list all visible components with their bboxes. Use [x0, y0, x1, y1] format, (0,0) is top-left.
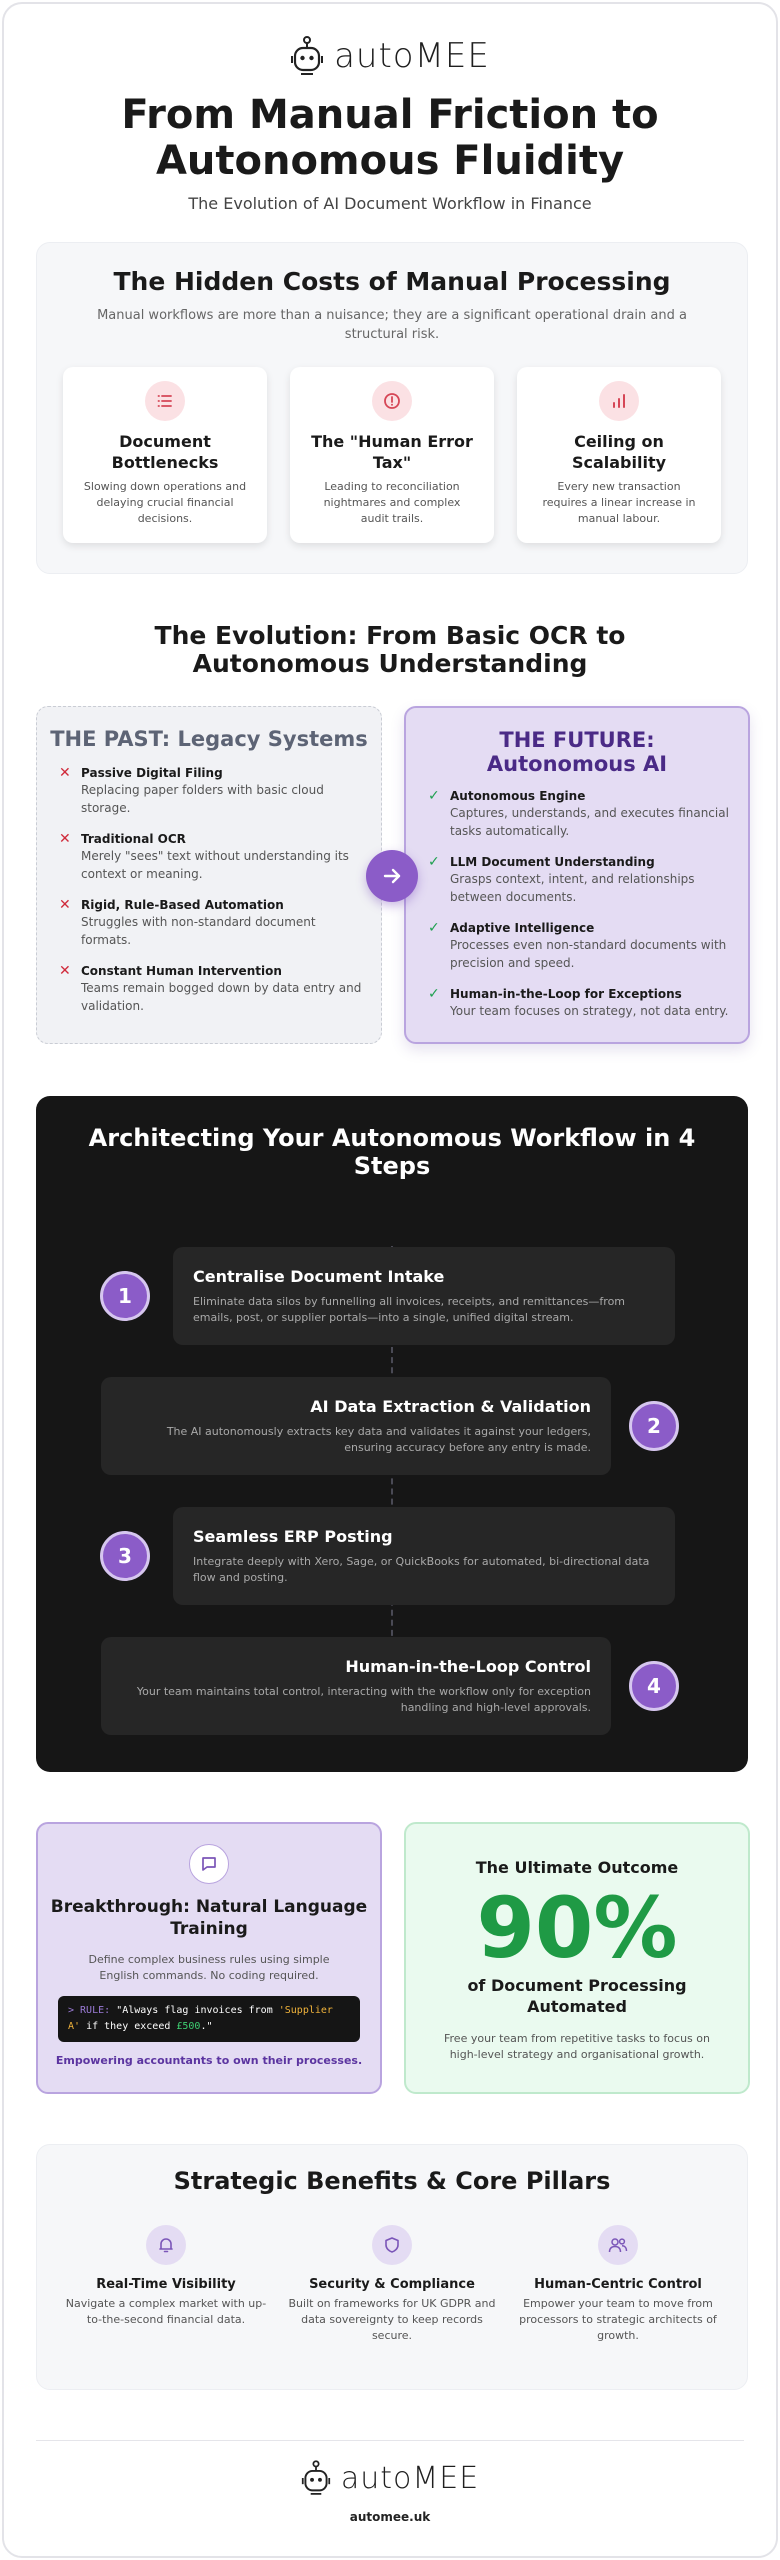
past-title: THE PAST: Legacy Systems [50, 727, 368, 751]
future-item [428, 788, 730, 840]
pillar-item [287, 2225, 497, 2344]
header-logo [4, 32, 776, 80]
past-item-text: Struggles with non-standard document formats. [81, 915, 316, 947]
check-icon: ✓ [428, 986, 440, 1002]
cost-card-text: Every new transaction requires a linear increase in manual labour. [542, 480, 696, 525]
cost-card-title: The "Human Error Tax" [311, 432, 473, 472]
robot-logo-icon [301, 2460, 331, 2496]
future-item-title: LLM Document Understanding [450, 855, 655, 869]
future-item-title: Adaptive Intelligence [450, 921, 595, 935]
past-item-title: Traditional OCR [81, 832, 186, 846]
cost-card [290, 367, 494, 543]
pillar-item [61, 2225, 271, 2344]
past-item-title: Passive Digital Filing [81, 766, 223, 780]
check-icon: ✓ [428, 854, 440, 870]
users-icon [598, 2225, 638, 2265]
step-card [173, 1507, 675, 1605]
brand-name: autoMEE [334, 36, 490, 76]
hidden-costs-section [36, 242, 748, 574]
future-item-text: Your team focuses on strategy, not data entry. [450, 1004, 729, 1018]
check-icon: ✓ [428, 920, 440, 936]
rule-code-block [58, 1996, 360, 2042]
page-title: From Manual Friction to Autonomous Fluidity [121, 92, 659, 184]
check-icon: ✓ [428, 788, 440, 804]
steps-title: Architecting Your Autonomous Workflow in 4 Steps [88, 1124, 696, 1180]
outcome-title: The Ultimate Outcome [475, 1858, 679, 1877]
step-number: 1 [100, 1271, 150, 1321]
list-icon [145, 381, 185, 421]
future-item-text: Captures, understands, and executes financial tasks automatically. [450, 806, 729, 838]
cost-card [63, 367, 267, 543]
cross-icon: ✕ [59, 897, 71, 913]
past-panel [36, 706, 382, 1044]
step-text: Integrate deeply with Xero, Sage, or QuickBooks for automated, bi-directional data flow and posting. [193, 1555, 650, 1584]
past-item-title: Constant Human Intervention [81, 964, 282, 978]
future-item-title: Autonomous Engine [450, 789, 586, 803]
footer-logo [4, 2460, 776, 2496]
code-supplier: 'Supplier A' [68, 2005, 333, 2032]
step-number: 4 [629, 1661, 679, 1711]
outcome-subtitle: of Document Processing Automated [467, 1976, 687, 2016]
pillars-section [36, 2144, 748, 2390]
past-item [59, 963, 363, 1015]
step-title: Centralise Document Intake [193, 1267, 445, 1286]
step-title: Seamless ERP Posting [193, 1527, 393, 1546]
steps-section [36, 1096, 748, 1772]
chat-icon [189, 1844, 229, 1884]
natural-language-title: Breakthrough: Natural Language Training [50, 1897, 368, 1939]
page-subtitle: The Evolution of AI Document Workflow in Finance [188, 194, 592, 213]
future-title: THE FUTURE: Autonomous AI [486, 728, 668, 776]
natural-language-panel [36, 1822, 382, 2094]
footer-divider [36, 2440, 744, 2441]
step-card [101, 1637, 611, 1735]
pillar-text: Built on frameworks for UK GDPR and data sovereignty to keep records secure. [288, 2297, 496, 2342]
robot-logo-icon [290, 36, 324, 76]
future-panel [404, 706, 750, 1044]
shield-icon [372, 2225, 412, 2265]
future-item [428, 986, 730, 1020]
cross-icon: ✕ [59, 963, 71, 979]
cost-card [517, 367, 721, 543]
alert-icon [372, 381, 412, 421]
future-item [428, 854, 730, 906]
bar-chart-icon [599, 381, 639, 421]
footer-url-link[interactable]: automee.uk [349, 2510, 431, 2524]
step-text: Your team maintains total control, interacting with the workflow only for exception handling and high-level approvals. [136, 1685, 591, 1714]
step-title: Human-in-the-Loop Control [345, 1657, 591, 1676]
hidden-costs-subtitle: Manual workflows are more than a nuisance; they are a significant operational drain and a structural risk. [97, 308, 687, 342]
pillar-text: Navigate a complex market with up-to-the-second financial data. [65, 2297, 267, 2326]
pillars-title: Strategic Benefits & Core Pillars [173, 2167, 611, 2195]
cost-card-text: Slowing down operations and delaying crucial financial decisions. [83, 480, 247, 525]
step-number: 2 [629, 1401, 679, 1451]
past-item [59, 831, 363, 883]
arrow-right-icon [366, 850, 418, 902]
pillar-name: Human-Centric Control [534, 2277, 702, 2292]
past-item-text: Replacing paper folders with basic cloud storage. [81, 783, 324, 815]
cross-icon: ✕ [59, 765, 71, 781]
outcome-value: 90% [476, 1879, 678, 1977]
pillar-text: Empower your team to move from processors to strategic architects of growth. [519, 2297, 717, 2342]
code-prefix: > RULE: [68, 2005, 111, 2016]
cost-card-title: Ceiling on Scalability [571, 432, 667, 472]
step-card [173, 1247, 675, 1345]
step-text: Eliminate data silos by funnelling all invoices, receipts, and remittances—from emails, post, or supplier portals—into a single, unified digital stream. [193, 1295, 626, 1324]
step-title: AI Data Extraction & Validation [310, 1397, 591, 1416]
hidden-costs-title: The Hidden Costs of Manual Processing [113, 267, 671, 296]
step-card [101, 1377, 611, 1475]
pillar-name: Real-Time Visibility [96, 2277, 236, 2292]
future-item-text: Grasps context, intent, and relationships between documents. [450, 872, 695, 904]
natural-language-footer: Empowering accountants to own their processes. [55, 2054, 363, 2067]
footer-brand-name: autoMEE [340, 2460, 480, 2496]
code-amount: £500 [176, 2021, 201, 2032]
future-item-title: Human-in-the-Loop for Exceptions [450, 987, 682, 1001]
past-item [59, 897, 363, 949]
past-item-title: Rigid, Rule-Based Automation [81, 898, 284, 912]
evolution-title: The Evolution: From Basic OCR to Autonomous Understanding [154, 621, 626, 678]
step-number: 3 [100, 1531, 150, 1581]
cross-icon: ✕ [59, 831, 71, 847]
outcome-panel [404, 1822, 750, 2094]
future-item-text: Processes even non-standard documents with precision and speed. [450, 938, 727, 970]
code-part: "Always flag invoices from [116, 2005, 279, 2016]
code-part: if they exceed [80, 2021, 177, 2032]
past-item-text: Merely "sees" text without understanding its context or meaning. [81, 849, 349, 881]
past-item-text: Teams remain bogged down by data entry and validation. [81, 981, 362, 1013]
pillar-name: Security & Compliance [309, 2277, 475, 2292]
future-item [428, 920, 730, 972]
cost-card-title: Document Bottlenecks [111, 432, 219, 472]
natural-language-text: Define complex business rules using simple English commands. No coding required. [88, 1953, 330, 1982]
code-part: ." [200, 2021, 213, 2032]
cost-card-text: Leading to reconciliation nightmares and complex audit trails. [323, 480, 461, 525]
step-text: The AI autonomously extracts key data and validates it against your ledgers, ensuring accuracy before any entry is made. [166, 1425, 591, 1454]
infographic-page [2, 2, 778, 2558]
bell-icon [146, 2225, 186, 2265]
pillar-item [513, 2225, 723, 2344]
past-item [59, 765, 363, 817]
outcome-text: Free your team from repetitive tasks to focus on high-level strategy and organisational growth. [444, 2032, 710, 2061]
